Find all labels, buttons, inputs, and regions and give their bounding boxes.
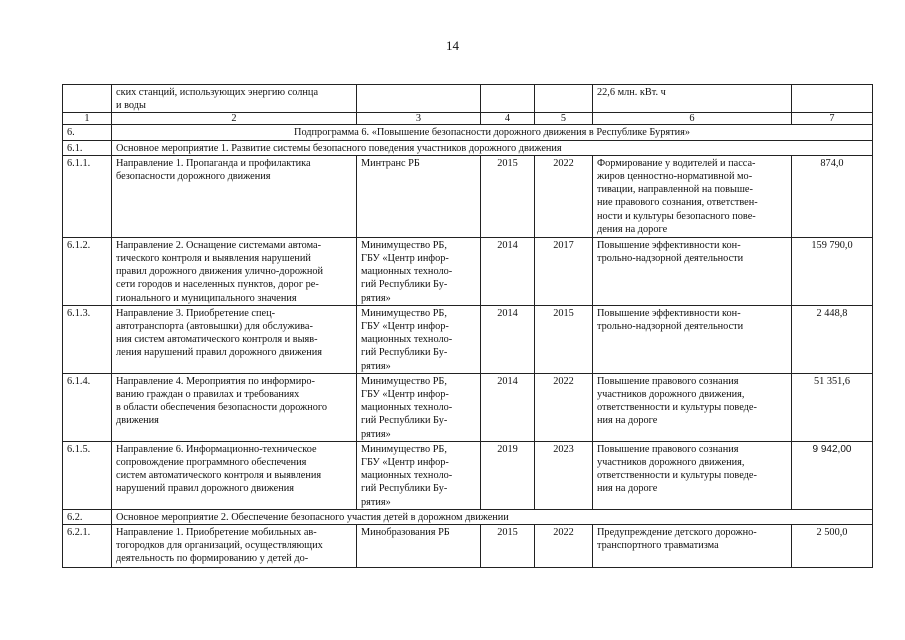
item-start-year: 2014 [481, 305, 535, 373]
table-row [63, 525, 873, 568]
item-amount: 874,0 [792, 155, 873, 237]
table-row [63, 237, 873, 305]
item-end-year: 2022 [535, 155, 593, 237]
page-number: 14 [446, 38, 459, 53]
column-number: 7 [792, 113, 873, 125]
item-end-year: 2015 [535, 305, 593, 373]
item-start-year: 2015 [481, 525, 535, 568]
subprogram-title: Подпрограмма 6. «Повышение безопасности дорожного движения в Республике Бурятия» [112, 125, 873, 140]
item-name: Направление 2. Оснащение системами автома- тического контроля и выявления нарушений правил дорожного движения улично-дорожной сети городов и населенных пунктов, дорог ре- гионального и муниципального значения [112, 237, 357, 305]
item-name: Направление 3. Приобретение спец- автотранспорта (автовышки) для обслужива- ния систем автоматического контроля и выяв- ления нарушений правил дорожного движения [112, 305, 357, 373]
item-start-year: 2014 [481, 373, 535, 441]
item-start-year: 2019 [481, 441, 535, 509]
event-title: Основное мероприятие 1. Развитие системы безопасного поведения участников дорожного движения [112, 140, 873, 155]
item-executor: Минимущество РБ, ГБУ «Центр инфор- мационных техноло- гий Республики Бу- рятия» [357, 441, 481, 509]
item-amount: 2 500,0 [792, 525, 873, 568]
row-number: 6.1.3. [63, 305, 112, 373]
subprogram-row [63, 125, 873, 140]
item-result: Предупреждение детского дорожно- транспортного травматизма [593, 525, 792, 568]
row-number: 6.2.1. [63, 525, 112, 568]
item-executor: Минимущество РБ, ГБУ «Центр инфор- мационных техноло- гий Республики Бу- рятия» [357, 373, 481, 441]
row-number: 6.1.1. [63, 155, 112, 237]
row-number: 6. [63, 125, 112, 140]
column-number: 3 [357, 113, 481, 125]
item-executor: Минобразования РБ [357, 525, 481, 568]
row-number: 6.2. [63, 509, 112, 524]
item-amount: 9 942,00 [792, 441, 873, 509]
program-table [62, 84, 873, 568]
event-title: Основное мероприятие 2. Обеспечение безопасного участия детей в дорожном движении [112, 509, 873, 524]
table-row [63, 305, 873, 373]
row-number: 6.1. [63, 140, 112, 155]
item-executor: Минимущество РБ, ГБУ «Центр инфор- мационных техноло- гий Республики Бу- рятия» [357, 305, 481, 373]
column-number: 2 [112, 113, 357, 125]
table-row [63, 155, 873, 237]
item-start-year: 2015 [481, 155, 535, 237]
item-name: Направление 4. Мероприятия по информиро- ванию граждан о правилах и требованиях в области обеспечения безопасности дорожного движения [112, 373, 357, 441]
item-amount: 51 351,6 [792, 373, 873, 441]
item-result: 22,6 млн. кВт. ч [593, 85, 792, 113]
column-number: 6 [593, 113, 792, 125]
item-result: Повышение эффективности кон- трольно-надзорной деятельности [593, 305, 792, 373]
column-number: 1 [63, 113, 112, 125]
event-row [63, 140, 873, 155]
item-result: Повышение правового сознания участников дорожного движения, ответственности и культуры поведе- ния на дороге [593, 373, 792, 441]
item-end-year: 2023 [535, 441, 593, 509]
item-amount: 2 448,8 [792, 305, 873, 373]
row-number: 6.1.5. [63, 441, 112, 509]
column-number: 5 [535, 113, 593, 125]
item-end-year: 2022 [535, 525, 593, 568]
continuation-row [63, 85, 873, 113]
item-name: Направление 6. Информационно-техническое сопровождение программного обеспечения систем автоматического контроля и выявления нарушений правил дорожного движения [112, 441, 357, 509]
item-name: Направление 1. Приобретение мобильных ав- тогородков для организаций, осуществляющих деятельность по формированию у детей до- [112, 525, 357, 568]
table-row [63, 373, 873, 441]
item-executor: Минимущество РБ, ГБУ «Центр инфор- мационных техноло- гий Республики Бу- рятия» [357, 237, 481, 305]
item-name: Направление 1. Пропаганда и профилактика безопасности дорожного движения [112, 155, 357, 237]
item-executor: Минтранс РБ [357, 155, 481, 237]
table-row [63, 441, 873, 509]
item-start-year: 2014 [481, 237, 535, 305]
event-row [63, 509, 873, 524]
item-result: Формирование у водителей и пасса- жиров ценностно-нормативной мо- тивации, направленной на повыше- ние правового сознания, ответствен- ности и культуры безопасного пове- дения на дороге [593, 155, 792, 237]
column-number: 4 [481, 113, 535, 125]
item-amount: 159 790,0 [792, 237, 873, 305]
item-end-year: 2017 [535, 237, 593, 305]
item-result: Повышение правового сознания участников дорожного движения, ответственности и культуры поведе- ния на дороге [593, 441, 792, 509]
column-number-row [63, 113, 873, 125]
row-number: 6.1.4. [63, 373, 112, 441]
row-number: 6.1.2. [63, 237, 112, 305]
item-name: ских станций, использующих энергию солнца и воды [112, 85, 357, 113]
item-end-year: 2022 [535, 373, 593, 441]
item-result: Повышение эффективности кон- трольно-надзорной деятельности [593, 237, 792, 305]
